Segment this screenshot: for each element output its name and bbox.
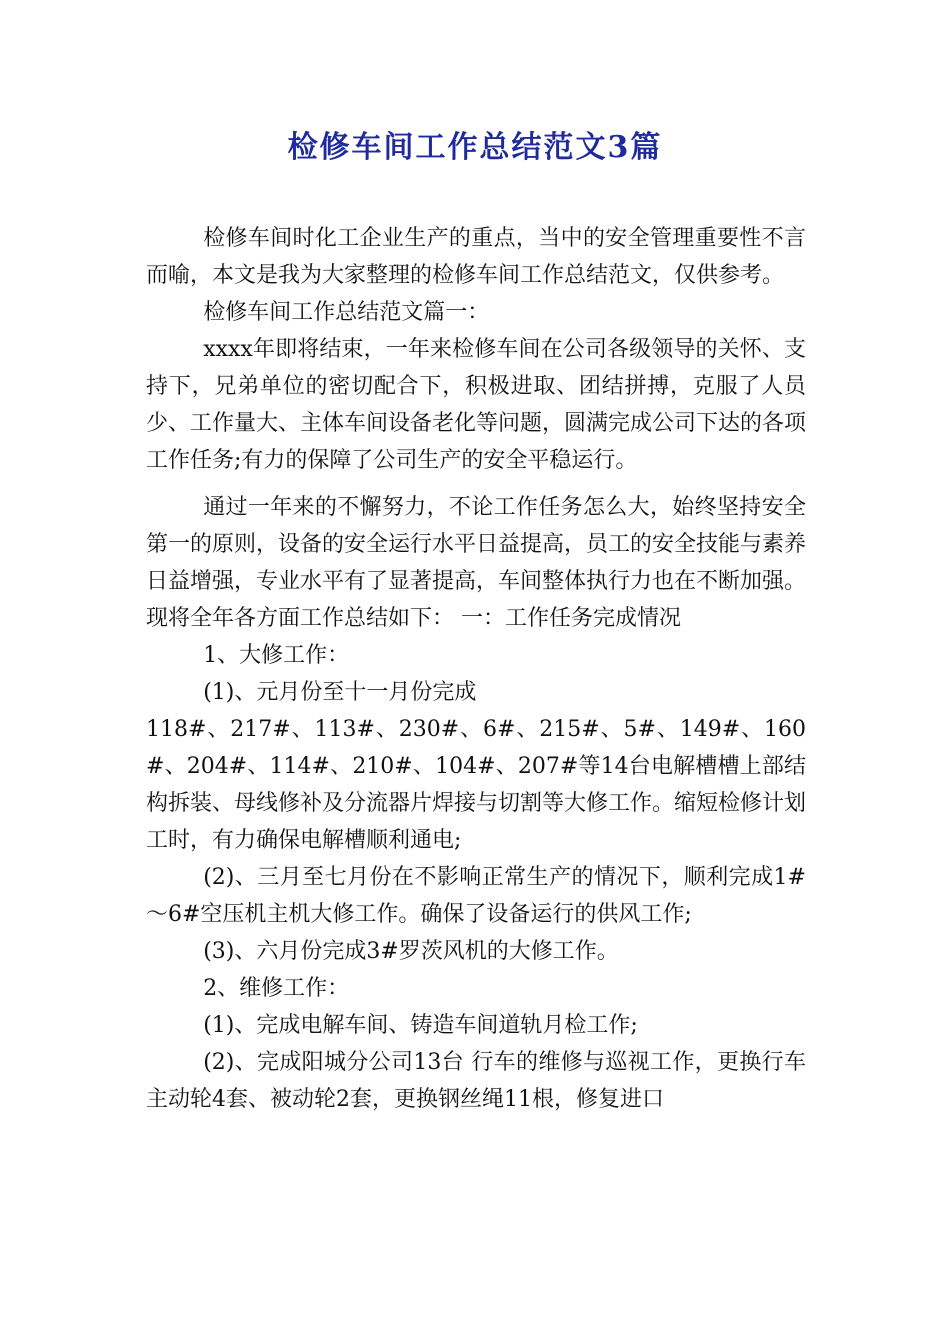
- paragraph-maintenance-heading: 2、维修工作：: [203, 976, 350, 1001]
- paragraph-section-heading: 检修车间工作总结范文篇一：: [203, 300, 490, 325]
- paragraph-year-summary: xxxx年即将结束，一年来检修车间在公司各级领导的关怀、支持下，兄弟单位的密切配合下，积极进取、团结拼搏，克服了人员少、工作量大、主体车间设备老化等问题，圆满完成公司下达的各项工作任务;有力的保障了公司生产的安全平稳运行。: [146, 337, 807, 473]
- paragraph-efforts: 通过一年来的不懈努力，不论工作任务怎么大，始终坚持安全第一的原则，设备的安全运行水平日益提高，员工的安全技能与素养日益增强，专业水平有了显著提高，车间整体执行力也在不断加强。现将全年各方面工作总结如下： 一：工作任务完成情况: [146, 495, 807, 631]
- paragraph-overhaul-item-1-body: 118#、217#、113#、230#、6#、215#、5#、149#、160#、204#、114#、210#、104#、207#等14台电解槽槽上部结构拆装、母线修补及分流器片焊接与切割等大修工作。缩短检修计划工时，有力确保电解槽顺利通电;: [146, 717, 807, 853]
- paragraph-overhaul-item-1-lead: (1)、元月份至十一月份完成: [203, 680, 477, 705]
- document-body: [146, 220, 806, 1118]
- paragraph-overhaul-item-2: (2)、三月至七月份在不影响正常生产的情况下，顺利完成1#～6#空压机主机大修工作。确保了设备运行的供风工作;: [146, 865, 806, 927]
- paragraph-maintenance-item-2: (2)、完成阳城分公司13台 行车的维修与巡视工作，更换行车主动轮4套、被动轮2套，更换钢丝绳11根，修复进口: [146, 1050, 806, 1112]
- document-title: 检修车间工作总结范文3篇: [287, 130, 663, 165]
- paragraph-overhaul-item-3: (3)、六月份完成3#罗茨风机的大修工作。: [203, 939, 619, 964]
- paragraph-intro: 检修车间时化工企业生产的重点，当中的安全管理重要性不言而喻，本文是我为大家整理的检修车间工作总结范文，仅供参考。: [146, 226, 806, 288]
- paragraph-overhaul-heading: 1、大修工作：: [203, 643, 350, 668]
- paragraph-maintenance-item-1: (1)、完成电解车间、铸造车间道轨月检工作;: [203, 1013, 638, 1038]
